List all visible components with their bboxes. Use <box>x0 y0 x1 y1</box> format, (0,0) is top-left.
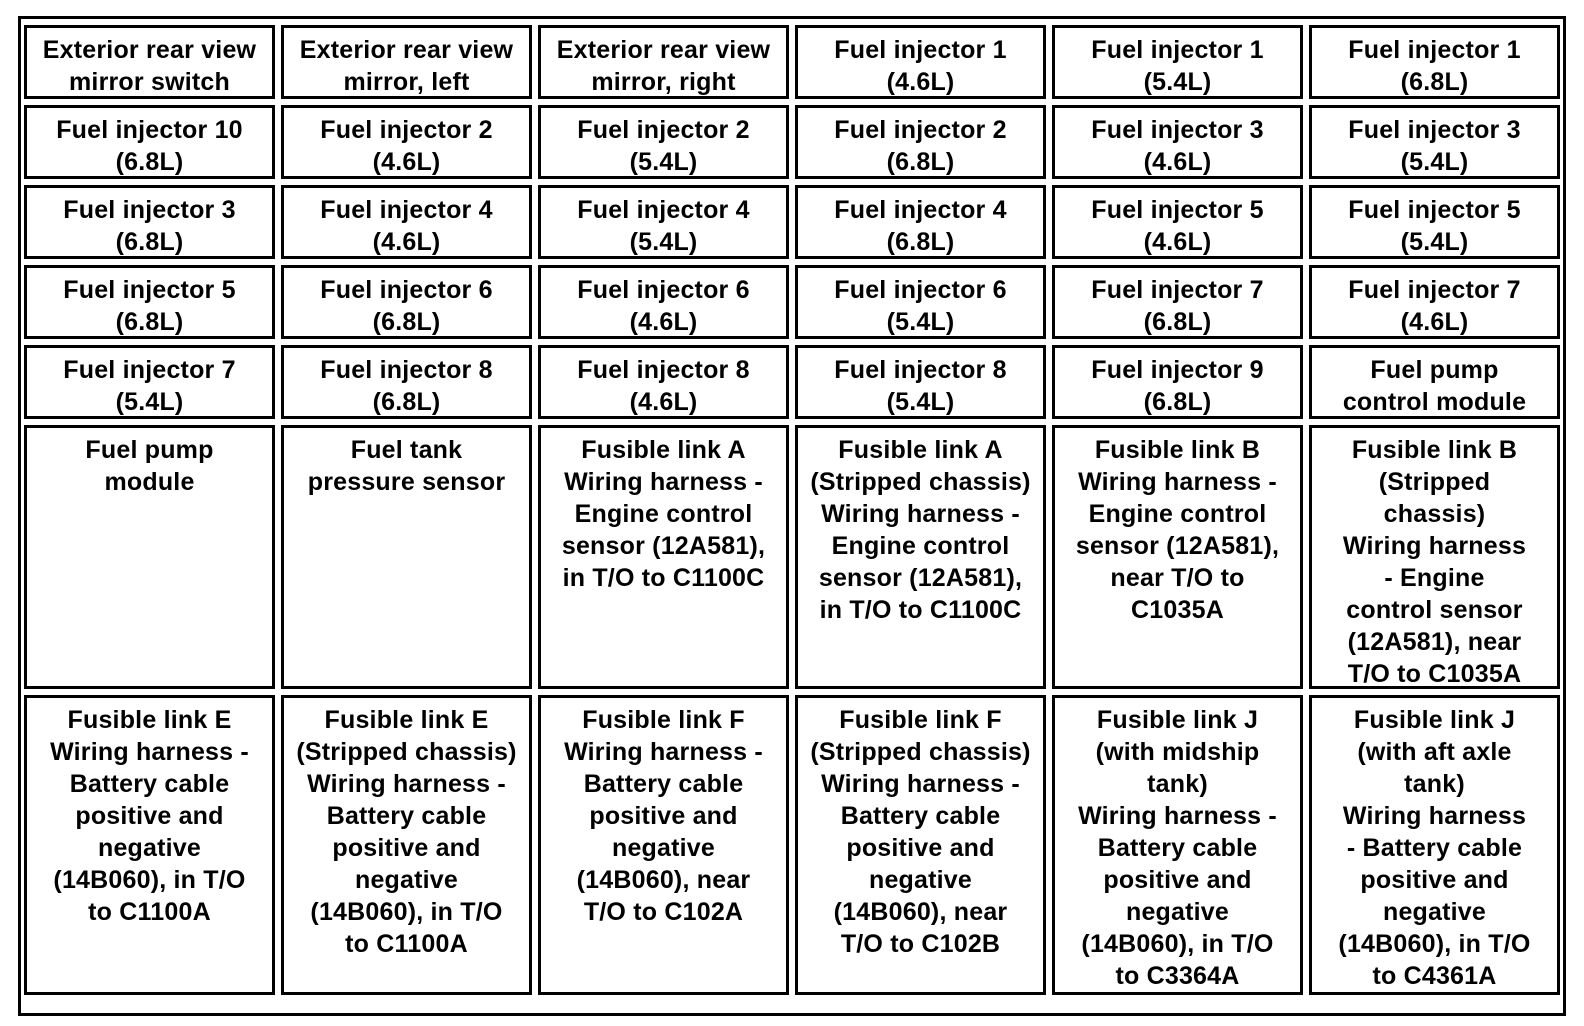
table-cell: Fuel injector 6 (6.8L) <box>281 265 532 339</box>
table-cell: Fuel injector 3 (6.8L) <box>24 185 275 259</box>
table-cell: Exterior rear view mirror, left <box>281 25 532 99</box>
table-cell: Fuel injector 5 (4.6L) <box>1052 185 1303 259</box>
table-cell: Fuel injector 3 (4.6L) <box>1052 105 1303 179</box>
table-cell: Fuel injector 3 (5.4L) <box>1309 105 1560 179</box>
table-cell: Fuel injector 8 (5.4L) <box>795 345 1046 419</box>
table-cell: Fuel injector 7 (5.4L) <box>24 345 275 419</box>
table-cell: Fuel injector 2 (5.4L) <box>538 105 789 179</box>
table-cell: Fuel injector 1 (6.8L) <box>1309 25 1560 99</box>
table-cell: Fuel injector 7 (6.8L) <box>1052 265 1303 339</box>
table-cell: Fusible link F (Stripped chassis) Wiring harness - Battery cable positive and negative (14B060), near T/O to C102B <box>795 695 1046 995</box>
table-cell: Fusible link B (Stripped chassis) Wiring harness - Engine control sensor (12A581), near T/O to C1035A <box>1309 425 1560 689</box>
table-cell: Fuel tank pressure sensor <box>281 425 532 689</box>
table-cell: Fuel injector 4 (5.4L) <box>538 185 789 259</box>
table-cell: Fuel injector 6 (4.6L) <box>538 265 789 339</box>
table-cell: Fuel injector 8 (6.8L) <box>281 345 532 419</box>
table-cell: Fuel pump control module <box>1309 345 1560 419</box>
table-cell: Fuel injector 9 (6.8L) <box>1052 345 1303 419</box>
table-cell: Fuel injector 8 (4.6L) <box>538 345 789 419</box>
table-cell: Fusible link A (Stripped chassis) Wiring harness - Engine control sensor (12A581), in T/O to C1100C <box>795 425 1046 689</box>
table-cell: Fuel injector 2 (6.8L) <box>795 105 1046 179</box>
table-cell: Fuel injector 4 (4.6L) <box>281 185 532 259</box>
table-cell: Fuel injector 10 (6.8L) <box>24 105 275 179</box>
table-cell: Fuel injector 5 (5.4L) <box>1309 185 1560 259</box>
table-cell: Fuel injector 7 (4.6L) <box>1309 265 1560 339</box>
table-cell: Fuel pump module <box>24 425 275 689</box>
component-table <box>18 16 1566 1016</box>
table-cell: Fusible link F Wiring harness - Battery cable positive and negative (14B060), near T/O to C102A <box>538 695 789 995</box>
table-cell: Fuel injector 1 (5.4L) <box>1052 25 1303 99</box>
table-cell: Fusible link A Wiring harness - Engine control sensor (12A581), in T/O to C1100C <box>538 425 789 689</box>
table-cell: Fuel injector 2 (4.6L) <box>281 105 532 179</box>
table-cell: Fusible link E Wiring harness - Battery cable positive and negative (14B060), in T/O to C1100A <box>24 695 275 995</box>
table-cell: Fusible link E (Stripped chassis) Wiring harness - Battery cable positive and negative (14B060), in T/O to C1100A <box>281 695 532 995</box>
component-grid <box>24 22 1560 1010</box>
table-cell: Exterior rear view mirror, right <box>538 25 789 99</box>
table-cell: Fuel injector 1 (4.6L) <box>795 25 1046 99</box>
table-cell: Fusible link J (with midship tank) Wiring harness - Battery cable positive and negative (14B060), in T/O to C3364A <box>1052 695 1303 995</box>
table-cell: Exterior rear view mirror switch <box>24 25 275 99</box>
table-cell: Fusible link B Wiring harness - Engine control sensor (12A581), near T/O to C1035A <box>1052 425 1303 689</box>
table-cell: Fuel injector 6 (5.4L) <box>795 265 1046 339</box>
table-cell: Fusible link J (with aft axle tank) Wiring harness - Battery cable positive and negative (14B060), in T/O to C4361A <box>1309 695 1560 995</box>
table-cell: Fuel injector 4 (6.8L) <box>795 185 1046 259</box>
table-cell: Fuel injector 5 (6.8L) <box>24 265 275 339</box>
